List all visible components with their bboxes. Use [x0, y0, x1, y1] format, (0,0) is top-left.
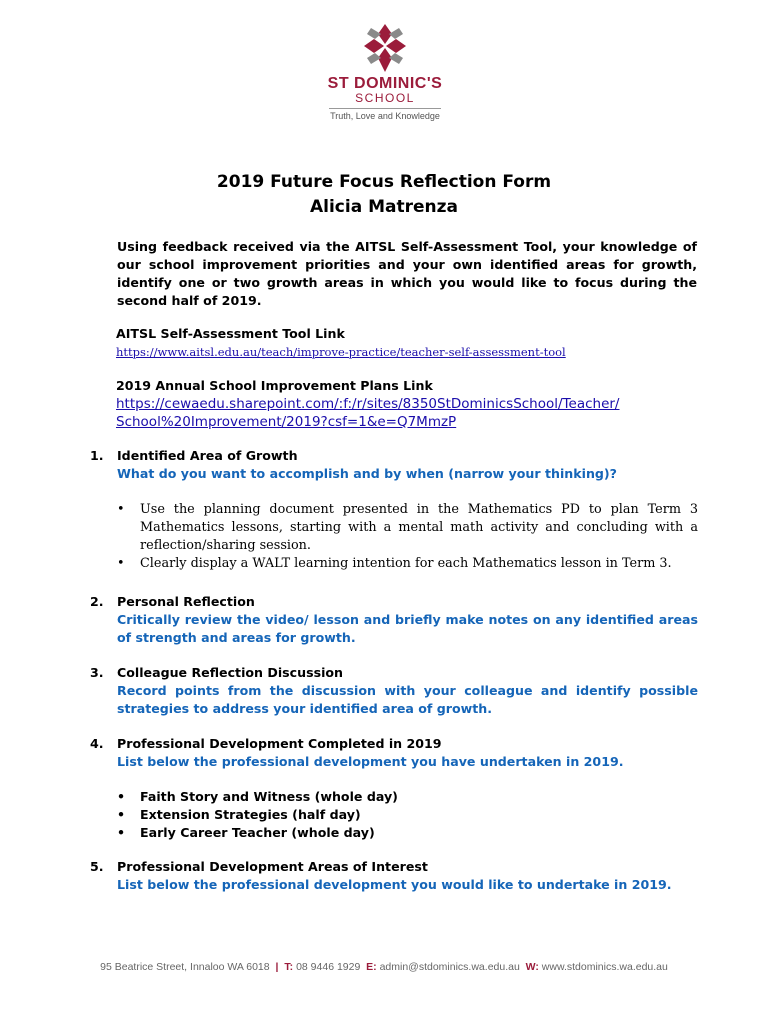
list-item: • Early Career Teacher (whole day): [117, 825, 375, 840]
section-heading: Personal Reflection: [117, 594, 255, 609]
school-logo: [318, 22, 452, 144]
school-plans-link-block: [116, 377, 706, 431]
section-pd-completed: [90, 735, 698, 771]
footer-phone-label: T:: [284, 961, 294, 973]
section-identified-area-of-growth: [90, 447, 698, 483]
section-number: 3.: [90, 665, 104, 680]
section-number: 2.: [90, 594, 104, 609]
school-plans-link-line2[interactable]: School%20Improvement/2019?csf=1&e=Q7MmzP: [116, 414, 457, 430]
footer-web-label: W:: [525, 961, 539, 973]
section-prompt: What do you want to accomplish and by when (narrow your thinking)?: [117, 466, 617, 481]
section-prompt: List below the professional development you have undertaken in 2019.: [117, 754, 624, 769]
section-prompt: List below the professional development you would like to undertake in 2019.: [117, 877, 672, 892]
list-item: • Extension Strategies (half day): [117, 807, 361, 822]
school-plans-link-label: 2019 Annual School Improvement Plans Link: [116, 378, 433, 393]
list-item: • Clearly display a WALT learning intention for each Mathematics lesson in Term 3.: [117, 556, 672, 571]
page-footer: [0, 961, 768, 973]
list-item: • Faith Story and Witness (whole day): [117, 789, 398, 804]
bullet-icon: •: [117, 502, 125, 517]
section-personal-reflection: [90, 593, 698, 647]
section-heading: Identified Area of Growth: [117, 448, 298, 463]
footer-phone: 08 9446 1929: [296, 961, 361, 973]
school-plans-link-line1[interactable]: https://cewaedu.sharepoint.com/:f:/r/sites/8350StDominicsSchool/Teacher/: [116, 396, 620, 412]
school-crest-icon: [362, 22, 408, 74]
section-prompt: Critically review the video/ lesson and briefly make notes on any identified areas of strength and areas for growth.: [117, 612, 698, 645]
list-item: • Use the planning document presented in the Mathematics PD to plan Term 3 Mathematics lessons, starting with a mental math activity and concluding with a reflection/sharing session.: [117, 502, 698, 553]
growth-goals-list: [117, 501, 698, 573]
section-pd-areas-of-interest: [90, 858, 698, 894]
bullet-icon: •: [117, 807, 126, 822]
footer-web: www.stdominics.wa.edu.au: [541, 961, 668, 973]
logo-divider: [329, 108, 441, 109]
intro-paragraph: Using feedback received via the AITSL Self-Assessment Tool, your knowledge of our school improvement priorities and your own identified areas for growth, identify one or two growth areas in which you would like to focus during the second half of 2019.: [117, 239, 697, 308]
bullet-icon: •: [117, 789, 126, 804]
footer-address: 95 Beatrice Street, Innaloo WA 6018: [100, 961, 270, 973]
footer-separator: |: [275, 961, 279, 973]
section-heading: Professional Development Completed in 2019: [117, 736, 442, 751]
pd-completed-list: [117, 788, 517, 842]
section-heading: Colleague Reflection Discussion: [117, 665, 344, 680]
school-subname: SCHOOL: [355, 91, 415, 105]
section-number: 5.: [90, 859, 104, 874]
page-title: 2019 Future Focus Reflection Form: [216, 172, 552, 192]
section-number: 4.: [90, 736, 104, 751]
section-prompt: Record points from the discussion with your colleague and identify possible strategies to address your identified area of growth.: [117, 683, 698, 716]
school-motto: Truth, Love and Knowledge: [330, 111, 440, 121]
aitsl-link[interactable]: https://www.aitsl.edu.au/teach/improve-practice/teacher-self-assessment-tool: [116, 345, 566, 359]
school-name: ST DOMINIC'S: [327, 75, 443, 92]
section-heading: Professional Development Areas of Interest: [117, 859, 428, 874]
section-colleague-reflection: [90, 664, 698, 718]
bullet-icon: •: [117, 556, 125, 571]
bullet-icon: •: [117, 825, 126, 840]
footer-email-label: E:: [366, 961, 377, 973]
section-number: 1.: [90, 448, 104, 463]
aitsl-link-label: AITSL Self-Assessment Tool Link: [116, 326, 345, 341]
footer-email: admin@stdominics.wa.edu.au: [379, 961, 520, 973]
aitsl-link-block: [116, 325, 706, 361]
page-subtitle: Alicia Matrenza: [309, 197, 458, 217]
